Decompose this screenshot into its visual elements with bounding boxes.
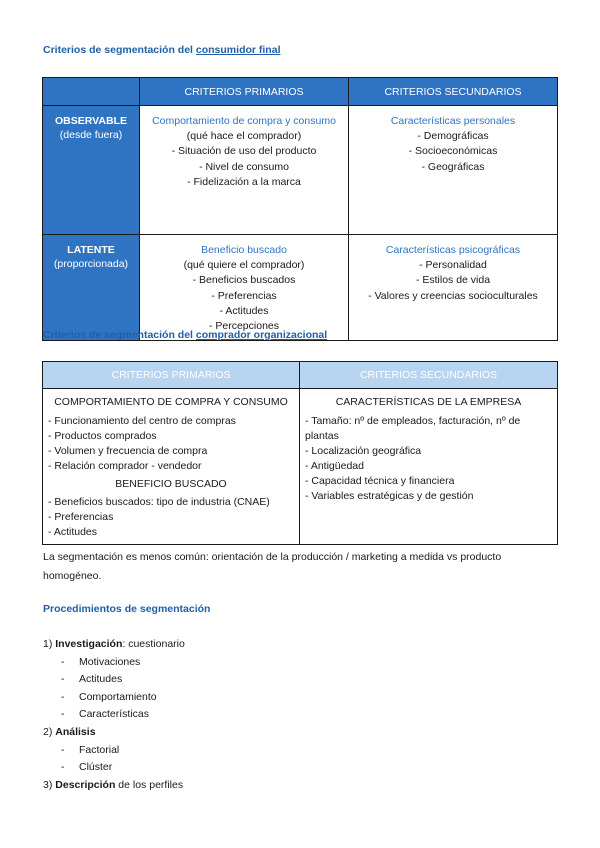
table-corner [43, 78, 140, 106]
list-item: - Características [61, 708, 150, 721]
cell-title: Características psicográficas [385, 244, 521, 256]
row-label-observable: OBSERVABLE (desde fuera) [43, 106, 140, 235]
consumidor-final-link: consumidor final [195, 44, 281, 56]
list-item: - Actitudes [61, 673, 123, 686]
subheading-empresa: CARACTERÍSTICAS DE LA EMPRESA [335, 396, 522, 408]
section-title-procedimientos: Procedimientos de segmentación [43, 603, 211, 615]
list-item: - Factorial [61, 743, 120, 756]
header-secondary: CRITERIOS SECUNDARIOS [300, 362, 558, 389]
consumer-criteria-table [42, 77, 558, 341]
cell-title: Comportamiento de compra y consumo [152, 115, 336, 127]
section-title-consumidor: Criterios de segmentación del consumidor final [43, 44, 281, 56]
cell-latente-secondary: Características psicográficas - Personalidad - Estilos de vida - Valores y creencias socioculturales [349, 235, 558, 341]
comprador-organizacional-link: comprador organizacional [195, 329, 328, 341]
header-primary: CRITERIOS PRIMARIOS [43, 362, 300, 389]
subheading-beneficio: BENEFICIO BUSCADO [115, 478, 227, 490]
cell-title: Beneficio buscado [201, 244, 287, 256]
cell-observable-primary: Comportamiento de compra y consumo (qué hace el comprador) - Situación de uso del producto - Nivel de consumo - Fidelización a la marca [140, 106, 349, 235]
cell-org-primary: COMPORTAMIENTO DE COMPRA Y CONSUMO - Funcionamiento del centro de compras - Productos comprados - Volumen y frecuencia de compra - Relación comprador - vendedor BENEFICIO BUSCADO - Beneficios buscados: tipo de industria (CNAE) - Preferencias - Actitudes [43, 389, 300, 545]
list-item: - Clúster [61, 761, 113, 774]
step-1: 1) Investigación: cuestionario [43, 638, 185, 650]
row-label-latente: LATENTE (proporcionada) [43, 235, 140, 341]
list-item: - Comportamiento [61, 690, 157, 703]
subheading-comportamiento: COMPORTAMIENTO DE COMPRA Y CONSUMO [54, 396, 288, 408]
procedures-list [43, 636, 185, 794]
list-item: - Motivaciones [61, 655, 141, 668]
segmentation-note: La segmentación es menos común: orientación de la producción / marketing a medida vs producto homogéneo. [43, 551, 502, 582]
cell-latente-primary: Beneficio buscado (qué quiere el comprador) - Beneficios buscados - Preferencias - Actitudes - Percepciones [140, 235, 349, 341]
header-secondary: CRITERIOS SECUNDARIOS [349, 78, 558, 106]
step-2: 2) Análisis [43, 725, 96, 738]
organizational-criteria-table [42, 361, 558, 545]
cell-org-secondary: CARACTERÍSTICAS DE LA EMPRESA - Tamaño: nº de empleados, facturación, nº de plantas - Localización geográfica - Antigüedad - Capacidad técnica y financiera - Variables estratégicas y de gestión [300, 389, 558, 545]
cell-observable-secondary: Características personales - Demográficas - Socioeconómicas - Geográficas [349, 106, 558, 235]
section-title-organizacional: Criterios de segmentación del comprador organizacional [43, 329, 328, 341]
step-3: 3) Descripción de los perfiles [43, 778, 184, 791]
header-primary: CRITERIOS PRIMARIOS [140, 78, 349, 106]
cell-title: Características personales [390, 115, 516, 127]
